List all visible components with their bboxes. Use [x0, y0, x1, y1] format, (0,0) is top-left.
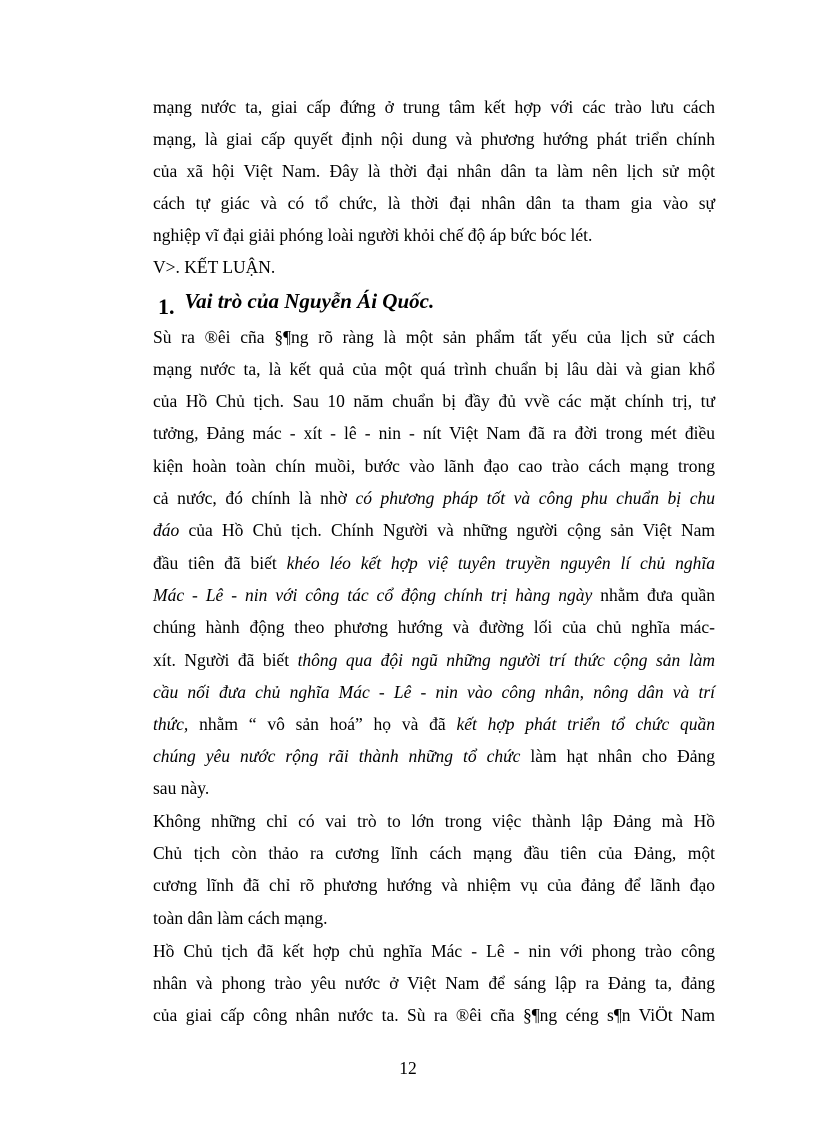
- text-line: [153, 649, 715, 671]
- text-line: [153, 358, 715, 380]
- heading-number: 1.: [158, 294, 175, 319]
- text-line: [153, 777, 715, 799]
- text-line: [153, 552, 715, 574]
- text-line: [153, 519, 715, 541]
- text-line: [153, 616, 715, 638]
- text-line: [153, 940, 715, 962]
- text-segment: toàn dân làm cách mạng.: [153, 908, 328, 928]
- text-segment: Mác - Lê - nin với công tác cổ động chính trị hàng ngày: [153, 585, 593, 605]
- text-segment: của giai cấp công nhân nước ta. Sù ra ®êi cña §¶ng céng s¶n ViÖt Nam: [153, 1005, 715, 1025]
- text-segment: Hồ Chủ tịch đã kết hợp chủ nghĩa Mác - Lê - nin với phong trào công: [153, 941, 715, 961]
- text-line: [153, 96, 715, 118]
- text-segment: của xã hội Việt Nam. Đây là thời đại nhân dân ta làm nên lịch sử một: [153, 161, 715, 181]
- text-segment: nhằm đưa quần: [592, 585, 715, 605]
- text-line: [153, 810, 715, 832]
- text-line: [153, 874, 715, 896]
- text-segment: khéo léo kết hợp việ tuyên truyền nguyên lí chủ nghĩa: [286, 553, 715, 573]
- text-line: [153, 256, 715, 278]
- text-segment: đáo: [153, 520, 180, 540]
- text-segment: cầu nối đưa chủ nghĩa Mác - Lê - nin vào công nhân, nông dân và trí: [153, 682, 715, 702]
- text-segment: tưởng, Đảng mác - xít - lê - nin - nít Việt Nam đã ra đời trong mét điều: [153, 423, 715, 443]
- text-segment: kết hợp phát triển tổ chức quần: [456, 714, 715, 734]
- text-segment: nhằm “ vô sản hoá” họ và đã: [188, 714, 457, 734]
- text-segment: cả nước, đó chính là nhờ: [153, 488, 356, 508]
- section-heading: [158, 288, 435, 319]
- text-segment: Chủ tịch còn thảo ra cương lĩnh cách mạng đầu tiên của Đảng, một: [153, 843, 715, 863]
- text-segment: Không những chỉ có vai trò to lớn trong việc thành lập Đảng mà Hồ: [153, 811, 715, 831]
- text-segment: cương lĩnh đã chỉ rõ phương hướng và nhiệm vụ của đảng để lãnh đạo: [153, 875, 715, 895]
- text-segment: làm hạt nhân cho Đảng: [520, 746, 715, 766]
- text-line: [153, 192, 715, 214]
- text-segment: kiện hoàn toàn chín muồi, bước vào lãnh đạo cao trào cách mạng trong: [153, 456, 715, 476]
- text-segment: V>. KẾT LUẬN.: [153, 257, 276, 277]
- text-line: [153, 681, 715, 703]
- text-line: [153, 422, 715, 444]
- text-segment: thức,: [153, 714, 189, 734]
- text-line: [153, 713, 715, 735]
- text-line: [153, 584, 715, 606]
- text-segment: nhân và phong trào yêu nước ở Việt Nam để sáng lập ra Đảng ta, đảng: [153, 973, 715, 993]
- text-line: [153, 972, 715, 994]
- text-segment: mạng nước ta, giai cấp đứng ở trung tâm kết hợp với các trào lưu cách: [153, 97, 715, 117]
- text-line: [153, 487, 715, 509]
- text-segment: thông qua đội ngũ những người trí thức cộng sản làm: [297, 650, 715, 670]
- text-segment: mạng, là giai cấp quyết định nội dung và phương hướng phát triển chính: [153, 129, 715, 149]
- text-segment: của Hồ Chủ tịch. Sau 10 năm chuẩn bị đầy đủ vvề các mặt chính trị, tư: [153, 391, 715, 411]
- text-line: [153, 907, 715, 929]
- text-line: [153, 128, 715, 150]
- text-line: [153, 455, 715, 477]
- heading-title: Vai trò của Nguyễn Ái Quốc.: [184, 289, 435, 313]
- text-segment: của Hồ Chủ tịch. Chính Người và những người cộng sản Việt Nam: [179, 520, 715, 540]
- text-segment: có phương pháp tốt và công phu chuẩn bị chu: [355, 488, 715, 508]
- text-line: [153, 745, 715, 767]
- text-segment: nghiệp vĩ đại giải phóng loài người khỏi chế độ áp bức bóc lét.: [153, 225, 593, 245]
- text-line: [153, 842, 715, 864]
- text-segment: Sù ra ®êi cña §¶ng rõ ràng là một sản phẩm tất yếu của lịch sử cách: [153, 327, 715, 347]
- text-segment: đầu tiên đã biết: [153, 553, 287, 573]
- text-line: [153, 1004, 715, 1026]
- text-line: [153, 160, 715, 182]
- text-segment: chúng hành động theo phương hướng và đường lối của chủ nghĩa mác-: [153, 617, 715, 637]
- page-number: 12: [399, 1058, 417, 1078]
- text-line: [153, 326, 715, 348]
- text-segment: mạng nước ta, là kết quả của một quá trình chuẩn bị lâu dài và gian khổ: [153, 359, 715, 379]
- text-line: [153, 224, 715, 246]
- text-line: [153, 390, 715, 412]
- text-segment: sau này.: [153, 778, 210, 798]
- text-segment: xít. Người đã biết: [153, 650, 298, 670]
- text-segment: chúng yêu nước rộng rãi thành những tổ chức: [153, 746, 521, 766]
- text-segment: cách tự giác và có tổ chức, là thời đại nhân dân ta tham gia vào sự: [153, 193, 715, 213]
